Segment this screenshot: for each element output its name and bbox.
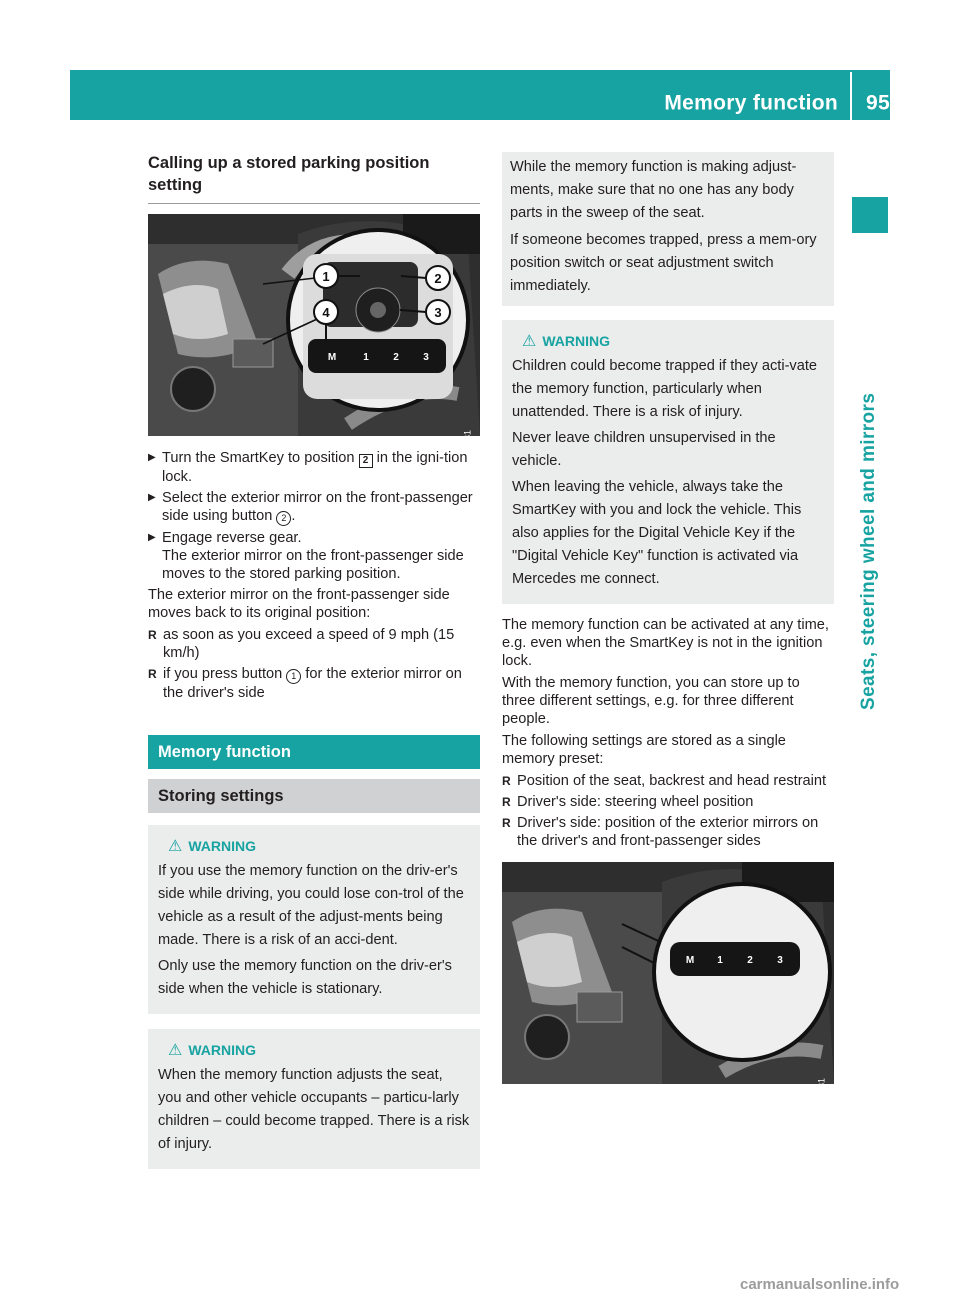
memory-button-1-2: 1	[717, 955, 723, 966]
bullet-mirrors: R Driver's side: position of the exterior mirrors on the driver's and front-passenger sides	[502, 814, 834, 850]
step-2: ▶ Select the exterior mirror on the front-passenger side using button 2 .	[148, 489, 480, 526]
warning-box-3: ⚠ WARNING Children could become trapped if they acti-vate the memory function, particularly when unattended. There is a risk of injury. Never leave children unsupervised in the vehicle. When leaving the vehicle, always take the SmartKey with you and lock the vehicle. This also applies for the Digital Vehicle Key if the "Digital Vehicle Key" function is activated via Mercedes me connect.	[502, 320, 834, 604]
memory-button-3-2: 3	[777, 955, 783, 966]
door-panel-illustration	[148, 214, 480, 436]
position-2-symbol: 2	[359, 454, 373, 468]
figure2-code: P54.26-0465-31	[817, 1078, 827, 1143]
bullet-seat: R Position of the seat, backrest and head restraint	[502, 772, 834, 790]
memory-button-m-2: M	[685, 955, 695, 966]
warning-box-2: ⚠ WARNING When the memory function adjusts the seat, you and other vehicle occupants – particu-larly children – could become trapped. There is a risk of injury.	[148, 1029, 480, 1169]
memory-button-1: 1	[363, 352, 369, 363]
subsection-storing-settings: Storing settings	[148, 779, 480, 813]
step-1: ▶ Turn the SmartKey to position 2 in the igni-tion lock.	[148, 449, 480, 486]
callout-1: 1	[322, 269, 330, 284]
warning-icon: ⚠	[168, 1042, 183, 1059]
left-column	[148, 152, 480, 1169]
callout-4: 4	[322, 305, 330, 320]
figure-memory-buttons	[502, 862, 834, 1143]
memory-button-2: 2	[393, 352, 399, 363]
section-heading-parking-position: Calling up a stored parking position setting	[148, 154, 430, 194]
warning-box-1: ⚠ WARNING If you use the memory function on the driv-er's side while driving, you could lose con-trol of the vehicle as a result of the adjust-ments being made. There is a risk of an acci-dent. Only use the memory function on the driv-er's side when the vehicle is stationary.	[148, 825, 480, 1014]
memory-button-2-2: 2	[747, 955, 753, 966]
page-number: 95	[866, 91, 890, 115]
paragraph-store-settings: With the memory function, you can store up to three different settings, e.g. for three different people.	[502, 675, 800, 727]
memory-button-m: M	[327, 352, 337, 363]
section-memory-function: Memory function	[148, 735, 480, 769]
right-column	[502, 152, 834, 1143]
note-box: While the memory function is making adjust-ments, make sure that no one has any body parts in the sweep of the seat. If someone becomes trapped, press a mem-ory position switch or seat adjustment switch immediately.	[502, 152, 834, 306]
paragraph-original-position: The exterior mirror on the front-passenger side moves back to its original position:	[148, 587, 450, 621]
paragraph-single-preset: The following settings are stored as a single memory preset:	[502, 733, 786, 767]
side-tab-label: Seats, steering wheel and mirrors	[858, 392, 879, 710]
door-panel-illustration-2	[502, 862, 834, 1084]
bullet-button: R if you press button 1 for the exterior mirror on the driver's side	[148, 665, 480, 702]
figure1-code: P54.26-0466-31	[463, 430, 473, 495]
button-1-symbol: 1	[286, 669, 301, 684]
watermark[interactable]: carmanualsonline.info	[740, 1276, 900, 1293]
button-2-symbol: 2	[276, 511, 291, 526]
callout-3: 3	[434, 305, 442, 320]
heading-rule	[148, 203, 480, 204]
side-tab-marker	[852, 197, 888, 233]
header-separator	[850, 72, 852, 122]
bullet-steering: R Driver's side: steering wheel position	[502, 793, 834, 811]
warning-icon: ⚠	[522, 333, 537, 350]
bullet-speed: R as soon as you exceed a speed of 9 mph (15 km/h)	[148, 626, 480, 662]
step-3: ▶ Engage reverse gear. The exterior mirror on the front-passenger side moves to the stored parking position.	[148, 529, 480, 583]
memory-button-3: 3	[423, 352, 429, 363]
header	[664, 86, 890, 122]
header-title: Memory function	[664, 91, 839, 115]
callout-2: 2	[434, 271, 442, 286]
paragraph-activation: The memory function can be activated at any time, e.g. even when the SmartKey is not in the ignition lock.	[502, 617, 829, 669]
warning-icon: ⚠	[168, 838, 183, 855]
